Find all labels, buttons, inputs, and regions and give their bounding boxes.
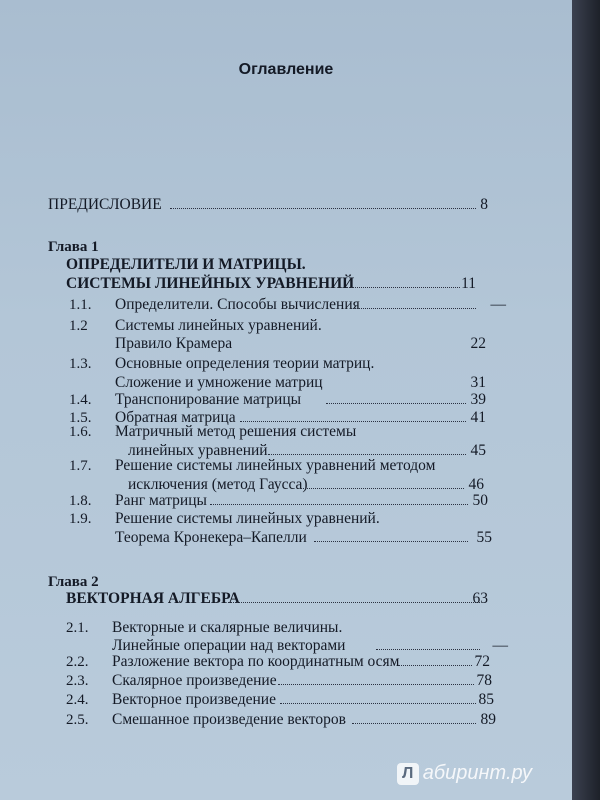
toc-entry-number: 2.5. [66, 712, 89, 728]
toc-entry-number: 1.9. [69, 511, 92, 527]
toc-entry-title: Решение системы линейных уравнений. [115, 510, 380, 527]
toc-entry-page: 78 [476, 672, 492, 689]
labirint-logo-icon: Л [397, 763, 419, 785]
toc-entry-number: 2.1. [66, 620, 89, 636]
leader-dots [280, 703, 476, 704]
toc-entry-title: Обратная матрица [115, 409, 236, 426]
leader-dots [278, 684, 474, 685]
toc-entry-title: исключения (метод Гаусса) [128, 476, 308, 493]
toc-entry-title: Транспонирование матрицы [115, 391, 302, 408]
toc-entry-title: Основные определения теории матриц. [115, 355, 375, 372]
toc-entry-title: Матричный метод решения системы [115, 423, 357, 440]
leader-dots [300, 488, 464, 489]
toc-entry-page: 50 [472, 492, 488, 509]
toc-entry-number: 2.3. [66, 673, 89, 689]
leader-dots [326, 403, 466, 404]
toc-entry-title: Разложение вектора по координатным осям [112, 653, 400, 670]
toc-entry-title: Правило Крамера [115, 335, 233, 352]
chapter1-page: 11 [461, 275, 476, 292]
chapter2-title: ВЕКТОРНАЯ АЛГЕБРА [66, 590, 240, 607]
toc-entry-number: 2.2. [66, 654, 89, 670]
toc-entry-page: 72 [474, 653, 490, 670]
toc-entry-page: 89 [480, 711, 496, 728]
toc-entry-title: Векторное произведение [112, 691, 276, 708]
toc-entry-number: 1.5. [69, 410, 92, 426]
toc-entry-page: 85 [478, 691, 494, 708]
toc-entry-number: 1.8. [69, 493, 92, 509]
toc-entry-page: 39 [470, 391, 486, 408]
toc-entry-number: 2.4. [66, 692, 89, 708]
toc-entry-title: Системы линейных уравнений. [115, 317, 322, 334]
toc-entry-number: 1.3. [69, 356, 92, 372]
toc-entry-number: 1.1. [69, 297, 92, 313]
leader-dots [268, 454, 466, 455]
toc-entry-page: 31 [470, 374, 486, 391]
leader-dots [350, 308, 476, 309]
toc-entry-page: — [490, 296, 506, 313]
toc-entry-number: 1.4. [69, 392, 92, 408]
toc-entry-title: Теорема Кронекера–Капелли [115, 529, 307, 546]
toc-entry-title: линейных уравнений [128, 442, 268, 459]
chapter1-heading: Глава 1 [48, 239, 99, 255]
chapter2-heading: Глава 2 [48, 574, 99, 590]
book-edge [572, 0, 600, 800]
chapter2-page: 63 [472, 590, 488, 607]
toc-entry-title: Векторные и скалярные величины. [112, 619, 343, 636]
toc-entry-page: 46 [468, 476, 484, 493]
toc-entry-number: 1.2 [69, 318, 88, 334]
toc-entry-number: 1.6. [69, 424, 92, 440]
toc-entry-title: Линейные операции над векторами [112, 637, 346, 654]
toc-entry-title: Определители. Способы вычисления [115, 296, 360, 313]
leader-dots [314, 541, 468, 542]
toc-entry-title: Скалярное произведение [112, 672, 277, 689]
leader-dots [228, 602, 480, 603]
toc-entry-title: Ранг матрицы [115, 492, 207, 509]
toc-entry-page: 45 [470, 442, 486, 459]
preface-label: ПРЕДИСЛОВИЕ [48, 196, 162, 213]
toc-entry-title: Сложение и умножение матриц [115, 374, 323, 391]
toc-entry-page: 55 [476, 529, 492, 546]
labirint-watermark [397, 762, 532, 785]
watermark-text: абиринт.ру [422, 762, 532, 784]
toc-entry-page: 41 [470, 409, 486, 426]
chapter1-title-line1: ОПРЕДЕЛИТЕЛИ И МАТРИЦЫ. [66, 256, 306, 273]
toc-entry-title: Смешанное произведение векторов [112, 711, 346, 728]
leader-dots [170, 208, 476, 209]
page-title: Оглавление [238, 61, 334, 78]
chapter1-title-line2: СИСТЕМЫ ЛИНЕЙНЫХ УРАВНЕНИЙ [66, 275, 355, 292]
leader-dots [376, 649, 480, 650]
toc-entry-page: — [492, 637, 508, 654]
preface-page: 8 [480, 196, 488, 213]
leader-dots [210, 504, 468, 505]
toc-entry-title: Решение системы линейных уравнений методом [115, 457, 436, 474]
toc-entry-page: 22 [470, 335, 486, 352]
toc-entry-number: 1.7. [69, 458, 92, 474]
